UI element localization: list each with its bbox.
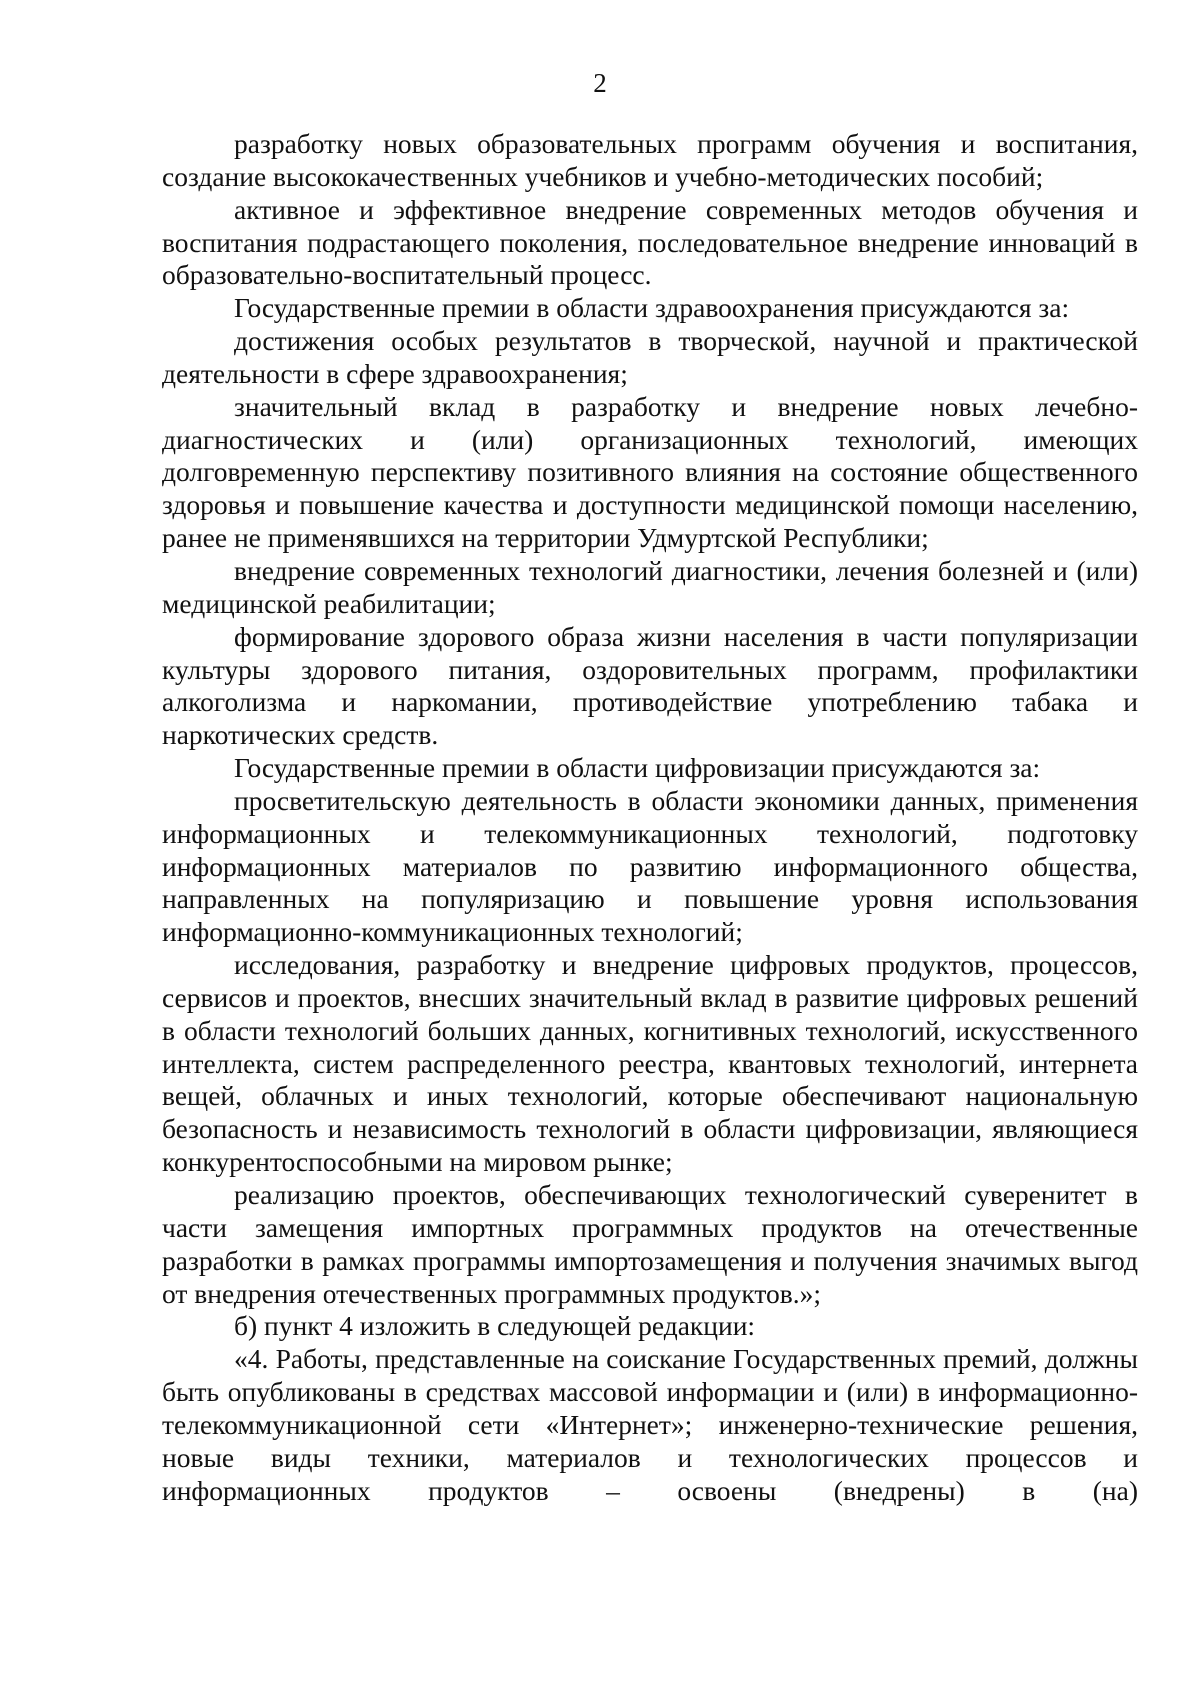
paragraph-education-methods: активное и эффективное внедрение современных методов обучения и воспитания подрастающего поколения, последовательное внедрение инноваций в образовательно-воспитательный процесс.	[162, 193, 1138, 291]
paragraph-clause-4: «4. Работы, представленные на соискание Государственных премий, должны быть опубликованы в средствах массовой информации и (или) в информационно-телекоммуникационной сети «Интернет»; инженерно-технические решения, новые виды техники, материалов и технологических процессов и информационных продуктов – освоены (внедрены) в (на)	[162, 1343, 1138, 1506]
paragraph-digitalization-import-substitution: реализацию проектов, обеспечивающих технологический суверенитет в части замещения импортных программных продуктов на отечественные разработки в рамках программы импортозамещения и получения значимых выгод от внедрения отечественных программных продуктов.»;	[162, 1179, 1138, 1309]
paragraph-digitalization-heading: Государственные премии в области цифровизации присуждаются за:	[234, 752, 1041, 784]
paragraph-healthcare-diagnostics: внедрение современных технологий диагностики, лечения болезней и (или) медицинской реабилитации;	[162, 554, 1138, 619]
paragraph-digitalization-education: просветительскую деятельность в области экономики данных, применения информационных и телекоммуникационных технологий, подготовку информационных материалов по развитию информационного общества, направленных на популяризацию и повышение уровня использования информационно-коммуникационных технологий;	[162, 784, 1138, 948]
paragraph-healthcare-heading: Государственные премии в области здравоохранения присуждаются за:	[234, 292, 1070, 324]
paragraph-healthy-lifestyle: формирование здорового образа жизни населения в части популяризации культуры здорового питания, оздоровительных программ, профилактики алкоголизма и наркомании, противодействие употреблению табака и наркотических средств.	[162, 620, 1138, 751]
document-body	[162, 128, 1138, 1507]
page-number: 2	[593, 68, 607, 98]
paragraph-clause-b: б) пункт 4 изложить в следующей редакции:	[234, 1310, 756, 1342]
paragraph-education-programs: разработку новых образовательных программ обучения и воспитания, создание высококачественных учебников и учебно-методических пособий;	[162, 128, 1138, 192]
paragraph-healthcare-technologies: значительный вклад в разработку и внедрение новых лечебно-диагностических и (или) организационных технологий, имеющих долговременную перспективу позитивного влияния на состояние общественного здоровья и повышение качества и доступности медицинской помощи населению, ранее не применявшихся на территории Удмуртской Республики;	[162, 390, 1138, 554]
paragraph-healthcare-achievements: достижения особых результатов в творческой, научной и практической деятельности в сфере здравоохранения;	[162, 325, 1138, 389]
paragraph-digitalization-research: исследования, разработку и внедрение цифровых продуктов, процессов, сервисов и проектов, внесших значительный вклад в развитие цифровых решений в области технологий больших данных, когнитивных технологий, искусственного интеллекта, систем распределенного реестра, квантовых технологий, интернета вещей, облачных и иных технологий, которые обеспечивают национальную безопасность и независимость технологий в области цифровизации, являющиеся конкурентоспособными на мировом рынке;	[162, 949, 1138, 1178]
